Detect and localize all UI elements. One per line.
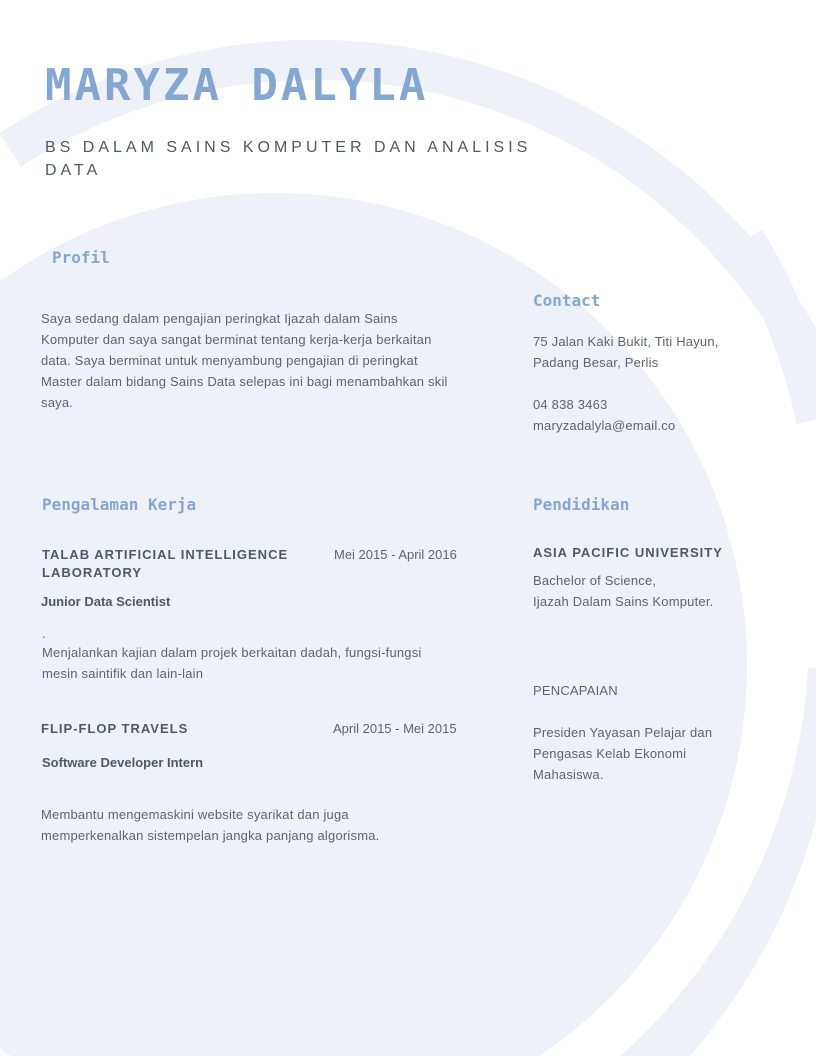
- education-school: ASIA PACIFIC UNIVERSITY: [533, 545, 723, 560]
- job-description: Menjalankan kajian dalam projek berkaitan dadah, fungsi-fungsi mesin saintifik dan lain-lain: [42, 645, 422, 681]
- education-heading: Pendidikan: [533, 495, 630, 514]
- job-company: TALAB ARTIFICIAL INTELLIGENCE LABORATORY: [42, 547, 289, 580]
- candidate-title: BS DALAM SAINS KOMPUTER DAN ANALISIS DATA: [45, 139, 532, 179]
- profile-text: Saya sedang dalam pengajian peringkat Ijazah dalam Sains Komputer dan saya sangat berminat tentang kerja-kerja berkaitan data. Saya berminat untuk menyambung pengajian di peringkat Master dalam bidang Sains Data selepas ini bagi menambahkan skil saya.: [41, 311, 448, 410]
- contact-address-line1: 75 Jalan Kaki Bukit, Titi Hayun,: [533, 334, 719, 349]
- job-role: Software Developer Intern: [42, 755, 204, 770]
- contact-email[interactable]: maryzadalyla@email.co: [533, 418, 676, 433]
- achievements-text: Presiden Yayasan Pelajar dan Pengasas Kelab Ekonomi Mahasiswa.: [533, 725, 713, 782]
- candidate-name: MARYZA DALYLA: [45, 60, 429, 111]
- profile-heading: Profil: [52, 248, 110, 267]
- contact-heading: Contact: [533, 291, 601, 310]
- education-degree-line2: Ijazah Dalam Sains Komputer.: [533, 594, 714, 609]
- background-arc-right: [745, 240, 816, 420]
- contact-phone: 04 838 3463: [533, 397, 608, 412]
- experience-heading: Pengalaman Kerja: [42, 495, 197, 514]
- education-degree-line1: Bachelor of Science,: [533, 573, 657, 588]
- job-dates: Mei 2015 - April 2016: [334, 547, 457, 562]
- job-dates: April 2015 - Mei 2015: [333, 721, 457, 736]
- achievements-heading: PENCAPAIAN: [533, 683, 618, 698]
- job-role: Junior Data Scientist: [41, 594, 171, 609]
- job-description: Membantu mengemaskini website syarikat dan juga memperkenalkan sistempelan jangka panjang algorisma.: [41, 807, 380, 843]
- contact-address-line2: Padang Besar, Perlis: [533, 355, 659, 370]
- job-company: FLIP-FLOP TRAVELS: [41, 721, 189, 736]
- job-bullet: .: [42, 626, 46, 641]
